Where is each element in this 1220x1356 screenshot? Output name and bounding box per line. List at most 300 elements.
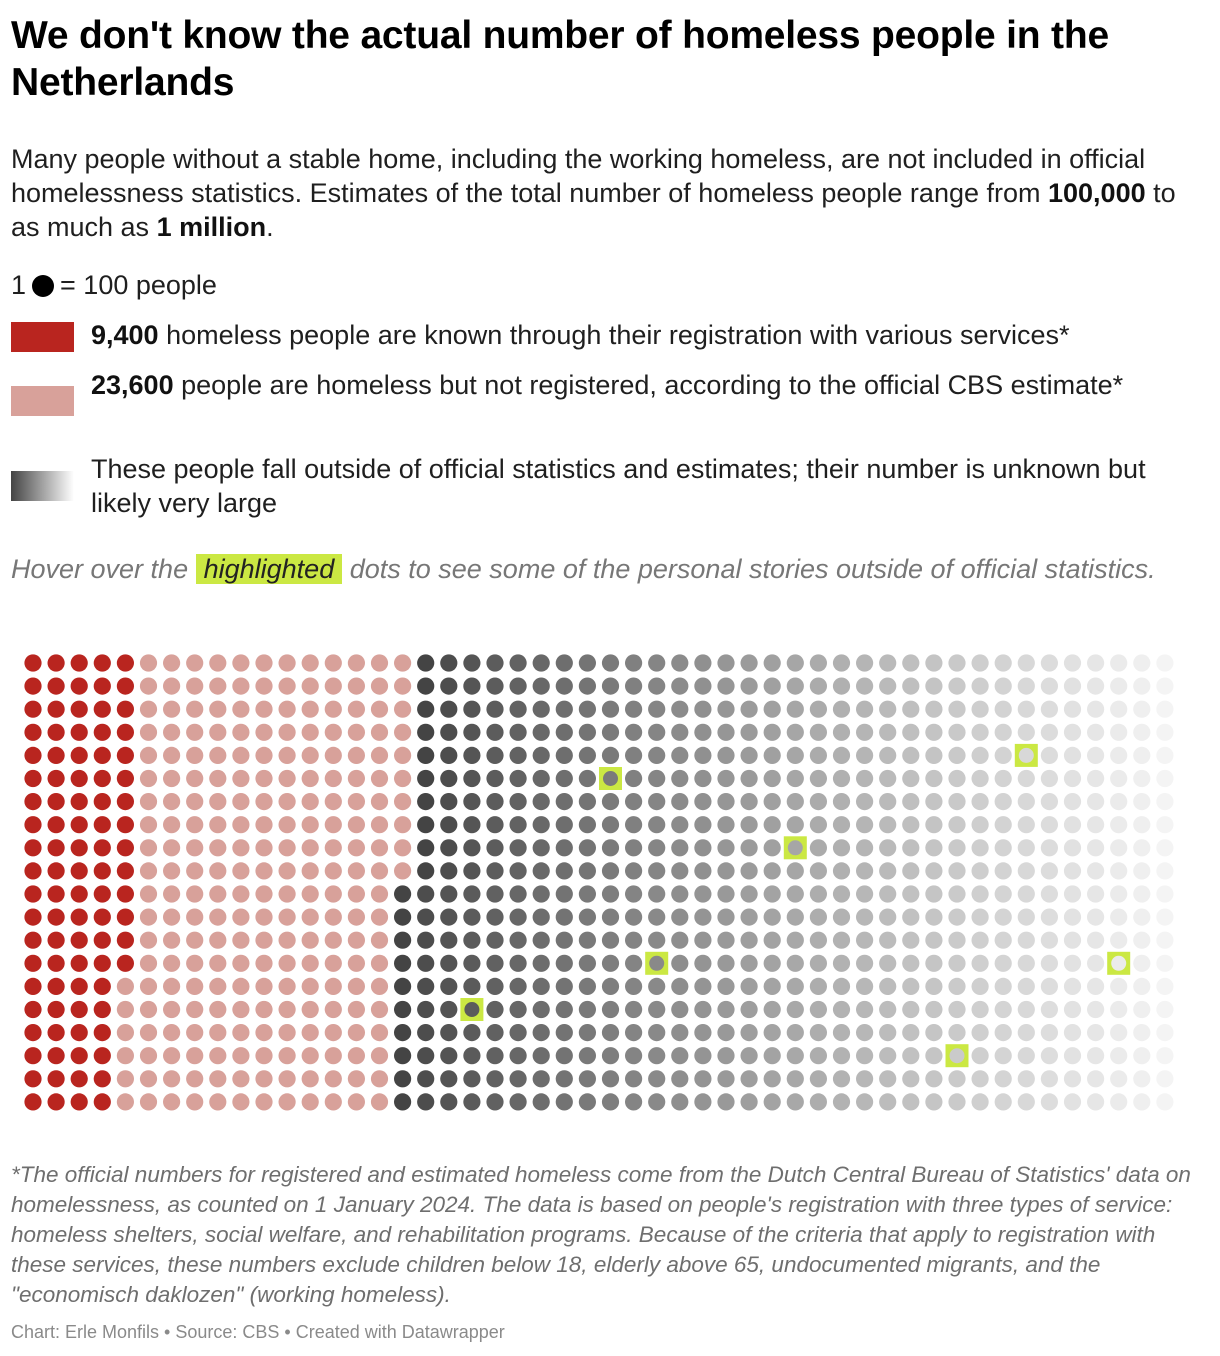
key-dot-icon xyxy=(32,275,54,297)
waffle-dot xyxy=(140,932,157,949)
waffle-dot xyxy=(232,839,249,856)
waffle-dot xyxy=(602,654,619,671)
waffle-dot xyxy=(1064,678,1081,695)
waffle-dot xyxy=(71,1001,88,1018)
waffle-dot xyxy=(232,793,249,810)
waffle-dot xyxy=(879,1047,896,1064)
waffle-dot xyxy=(972,1070,989,1087)
waffle-dot xyxy=(209,747,226,764)
waffle-dot xyxy=(325,770,342,787)
waffle-dot xyxy=(648,816,665,833)
waffle-dot xyxy=(440,770,457,787)
waffle-dot xyxy=(972,793,989,810)
waffle-dot xyxy=(186,1001,203,1018)
waffle-dot xyxy=(48,885,65,902)
waffle-dot xyxy=(648,1070,665,1087)
waffle-dot xyxy=(556,793,573,810)
waffle-dot xyxy=(463,654,480,671)
waffle-dot xyxy=(1018,932,1035,949)
waffle-dot xyxy=(833,862,850,879)
waffle-dot xyxy=(279,1047,296,1064)
waffle-dot xyxy=(394,955,411,972)
waffle-dot xyxy=(810,770,827,787)
highlighted-dot[interactable] xyxy=(603,771,618,786)
waffle-dot xyxy=(810,701,827,718)
legend-text-estimated xyxy=(91,368,1201,402)
waffle-dot xyxy=(48,1001,65,1018)
waffle-dot xyxy=(533,701,550,718)
waffle-dot xyxy=(533,1024,550,1041)
waffle-dot xyxy=(533,1093,550,1110)
waffle-dot xyxy=(140,654,157,671)
legend-text-unknown: These people fall outside of official statistics and estimates; their number is unknown but likely very large xyxy=(91,454,1146,518)
waffle-dot xyxy=(717,909,734,926)
waffle-dot xyxy=(186,678,203,695)
waffle-dot xyxy=(995,862,1012,879)
waffle-dot xyxy=(371,770,388,787)
highlighted-dot[interactable] xyxy=(788,840,803,855)
waffle-dot xyxy=(764,862,781,879)
waffle-dot xyxy=(71,1093,88,1110)
waffle-dot xyxy=(186,1024,203,1041)
waffle-dot xyxy=(371,654,388,671)
waffle-dot xyxy=(972,1047,989,1064)
waffle-dot xyxy=(302,654,319,671)
waffle-dot xyxy=(302,724,319,741)
waffle-dot xyxy=(625,862,642,879)
waffle-dot xyxy=(1064,747,1081,764)
waffle-dot xyxy=(325,932,342,949)
waffle-dot xyxy=(371,793,388,810)
highlighted-dot[interactable] xyxy=(1111,956,1126,971)
waffle-dot xyxy=(302,747,319,764)
highlighted-dot[interactable] xyxy=(464,1002,479,1017)
waffle-dot xyxy=(810,678,827,695)
waffle-dot xyxy=(48,1047,65,1064)
waffle-dot xyxy=(533,885,550,902)
waffle-dot xyxy=(371,839,388,856)
waffle-dot xyxy=(163,654,180,671)
waffle-dot xyxy=(486,770,503,787)
waffle-dot xyxy=(856,1070,873,1087)
waffle-dot xyxy=(1156,678,1173,695)
waffle-dot xyxy=(764,932,781,949)
waffle-dot xyxy=(533,955,550,972)
waffle-dot xyxy=(764,1070,781,1087)
waffle-dot xyxy=(325,909,342,926)
waffle-dot xyxy=(94,839,111,856)
waffle-dot xyxy=(995,955,1012,972)
waffle-dot xyxy=(1156,1093,1173,1110)
waffle-dot xyxy=(186,654,203,671)
waffle-dot xyxy=(902,816,919,833)
waffle-dot xyxy=(694,770,711,787)
waffle-dot xyxy=(1156,862,1173,879)
waffle-dot xyxy=(1018,678,1035,695)
waffle-dot xyxy=(48,1024,65,1041)
waffle-dot xyxy=(440,978,457,995)
waffle-dot xyxy=(972,770,989,787)
waffle-dot xyxy=(163,1001,180,1018)
waffle-dot xyxy=(602,1070,619,1087)
waffle-dot xyxy=(140,909,157,926)
waffle-dot xyxy=(948,955,965,972)
waffle-dot xyxy=(948,862,965,879)
chart-credit: Chart: Erle Monfils • Source: CBS • Created with Datawrapper xyxy=(11,1322,505,1342)
waffle-dot xyxy=(394,862,411,879)
waffle-dot xyxy=(48,932,65,949)
waffle-dot xyxy=(787,793,804,810)
waffle-dot xyxy=(417,701,434,718)
waffle-dot xyxy=(741,1024,758,1041)
waffle-dot xyxy=(486,885,503,902)
waffle-dot xyxy=(71,955,88,972)
waffle-dot xyxy=(671,701,688,718)
waffle-dot xyxy=(671,1024,688,1041)
waffle-dot xyxy=(671,862,688,879)
waffle-dot xyxy=(995,909,1012,926)
waffle-dot xyxy=(325,724,342,741)
waffle-dot xyxy=(48,770,65,787)
waffle-dot xyxy=(463,793,480,810)
waffle-dot xyxy=(71,1047,88,1064)
waffle-dot xyxy=(648,932,665,949)
waffle-dot xyxy=(625,701,642,718)
waffle-dot xyxy=(486,1070,503,1087)
waffle-dot xyxy=(1018,1001,1035,1018)
waffle-dot xyxy=(1133,1024,1150,1041)
waffle-dot xyxy=(925,1047,942,1064)
waffle-dot xyxy=(533,678,550,695)
waffle-dot xyxy=(625,747,642,764)
waffle-dot xyxy=(486,839,503,856)
waffle-dot xyxy=(1156,654,1173,671)
waffle-dot xyxy=(995,1070,1012,1087)
waffle-dot xyxy=(741,1001,758,1018)
waffle-dot xyxy=(902,1093,919,1110)
waffle-dot xyxy=(255,770,272,787)
waffle-dot xyxy=(694,1093,711,1110)
waffle-dot xyxy=(648,862,665,879)
waffle-dot xyxy=(741,978,758,995)
waffle-dot xyxy=(486,1093,503,1110)
waffle-dot xyxy=(394,654,411,671)
waffle-chart[interactable] xyxy=(0,640,1220,1120)
waffle-dot xyxy=(694,932,711,949)
waffle-dot xyxy=(1018,839,1035,856)
waffle-dot xyxy=(186,862,203,879)
waffle-dot xyxy=(94,885,111,902)
waffle-dot xyxy=(717,1070,734,1087)
waffle-dot xyxy=(1133,701,1150,718)
waffle-dot xyxy=(117,1093,134,1110)
waffle-dot xyxy=(787,909,804,926)
waffle-dot xyxy=(902,1001,919,1018)
waffle-dot xyxy=(71,701,88,718)
waffle-dot xyxy=(140,1093,157,1110)
waffle-dot xyxy=(94,978,111,995)
highlighted-dot[interactable] xyxy=(649,956,664,971)
waffle-dot xyxy=(163,1070,180,1087)
waffle-dot xyxy=(717,747,734,764)
waffle-dot xyxy=(394,1070,411,1087)
waffle-dot xyxy=(833,1001,850,1018)
waffle-dot xyxy=(440,793,457,810)
waffle-dot xyxy=(694,1001,711,1018)
waffle-dot xyxy=(694,909,711,926)
waffle-dot xyxy=(602,747,619,764)
waffle-dot xyxy=(186,747,203,764)
waffle-dot xyxy=(232,816,249,833)
waffle-dot xyxy=(1133,1001,1150,1018)
waffle-dot xyxy=(602,793,619,810)
waffle-dot xyxy=(1064,793,1081,810)
waffle-dot xyxy=(648,1024,665,1041)
subtitle-text-3: . xyxy=(266,212,274,242)
waffle-dot xyxy=(741,793,758,810)
waffle-dot xyxy=(394,747,411,764)
waffle-dot xyxy=(648,701,665,718)
waffle-dot xyxy=(1018,816,1035,833)
waffle-dot xyxy=(787,678,804,695)
waffle-dot xyxy=(625,1093,642,1110)
waffle-dot xyxy=(925,839,942,856)
waffle-dot xyxy=(255,724,272,741)
waffle-dot xyxy=(602,862,619,879)
waffle-dot xyxy=(1110,816,1127,833)
waffle-dot xyxy=(302,885,319,902)
waffle-dot xyxy=(902,955,919,972)
waffle-dot xyxy=(417,747,434,764)
waffle-dot xyxy=(302,909,319,926)
waffle-dot xyxy=(925,1070,942,1087)
waffle-dot xyxy=(24,839,41,856)
waffle-dot xyxy=(417,1093,434,1110)
waffle-dot xyxy=(1064,654,1081,671)
waffle-dot xyxy=(394,1047,411,1064)
waffle-dot xyxy=(833,678,850,695)
waffle-dot xyxy=(140,839,157,856)
waffle-dot xyxy=(255,932,272,949)
waffle-dot xyxy=(302,1047,319,1064)
waffle-dot xyxy=(325,839,342,856)
waffle-dot xyxy=(602,678,619,695)
waffle-dot xyxy=(486,862,503,879)
waffle-dot xyxy=(879,885,896,902)
waffle-dot xyxy=(71,816,88,833)
waffle-dot xyxy=(463,885,480,902)
waffle-dot xyxy=(717,654,734,671)
waffle-dot xyxy=(995,1024,1012,1041)
waffle-dot xyxy=(348,724,365,741)
waffle-dot xyxy=(140,1024,157,1041)
waffle-dot xyxy=(1087,909,1104,926)
waffle-dot xyxy=(556,701,573,718)
waffle-dot xyxy=(1041,885,1058,902)
waffle-dot xyxy=(117,839,134,856)
waffle-dot xyxy=(279,839,296,856)
waffle-dot xyxy=(833,747,850,764)
waffle-dot xyxy=(24,1093,41,1110)
waffle-dot xyxy=(1110,1070,1127,1087)
waffle-dot xyxy=(972,839,989,856)
waffle-dot xyxy=(1156,955,1173,972)
waffle-dot xyxy=(1041,678,1058,695)
waffle-dot xyxy=(833,793,850,810)
waffle-dot xyxy=(94,1093,111,1110)
waffle-dot xyxy=(163,678,180,695)
waffle-dot xyxy=(602,909,619,926)
waffle-dot xyxy=(902,1047,919,1064)
waffle-dot xyxy=(648,909,665,926)
waffle-dot xyxy=(394,793,411,810)
waffle-dot xyxy=(694,955,711,972)
waffle-dot xyxy=(232,862,249,879)
waffle-dot xyxy=(1133,747,1150,764)
waffle-dot xyxy=(24,1001,41,1018)
waffle-dot xyxy=(302,770,319,787)
waffle-dot xyxy=(1064,816,1081,833)
waffle-dot xyxy=(948,678,965,695)
waffle-dot xyxy=(1018,1024,1035,1041)
waffle-dot xyxy=(810,862,827,879)
waffle-dot xyxy=(671,978,688,995)
waffle-dot xyxy=(648,747,665,764)
waffle-dot xyxy=(1087,1024,1104,1041)
waffle-dot xyxy=(741,816,758,833)
waffle-dot xyxy=(948,1024,965,1041)
waffle-dot xyxy=(117,678,134,695)
waffle-dot xyxy=(925,793,942,810)
waffle-dot xyxy=(48,654,65,671)
waffle-dot xyxy=(255,701,272,718)
highlighted-dot[interactable] xyxy=(1019,748,1034,763)
waffle-dot xyxy=(48,955,65,972)
waffle-dot xyxy=(579,793,596,810)
waffle-dot xyxy=(602,1024,619,1041)
waffle-dot xyxy=(972,932,989,949)
waffle-dot xyxy=(94,1070,111,1087)
waffle-dot xyxy=(671,793,688,810)
waffle-dot xyxy=(163,701,180,718)
waffle-dot xyxy=(972,909,989,926)
waffle-dot xyxy=(186,793,203,810)
waffle-dot xyxy=(1018,793,1035,810)
waffle-dot xyxy=(902,770,919,787)
waffle-dot xyxy=(394,1001,411,1018)
waffle-dot xyxy=(463,909,480,926)
waffle-dot xyxy=(325,1024,342,1041)
waffle-dot xyxy=(486,932,503,949)
waffle-dot xyxy=(24,932,41,949)
waffle-dot xyxy=(209,793,226,810)
waffle-dot xyxy=(509,978,526,995)
waffle-dot xyxy=(509,678,526,695)
waffle-dot xyxy=(394,885,411,902)
waffle-dot xyxy=(417,816,434,833)
highlighted-dot[interactable] xyxy=(950,1048,965,1063)
waffle-dot xyxy=(856,747,873,764)
waffle-dot xyxy=(694,724,711,741)
waffle-dot xyxy=(463,701,480,718)
waffle-dot xyxy=(509,1024,526,1041)
waffle-dot xyxy=(417,1024,434,1041)
waffle-dot xyxy=(417,955,434,972)
waffle-dot xyxy=(902,747,919,764)
waffle-dot xyxy=(255,816,272,833)
waffle-dot xyxy=(1041,747,1058,764)
waffle-dot xyxy=(117,1070,134,1087)
waffle-dot xyxy=(833,701,850,718)
waffle-dot xyxy=(140,1070,157,1087)
waffle-dot xyxy=(533,793,550,810)
waffle-dot xyxy=(117,816,134,833)
waffle-dot xyxy=(717,793,734,810)
waffle-dot xyxy=(1041,978,1058,995)
waffle-dot xyxy=(602,978,619,995)
waffle-dot xyxy=(856,955,873,972)
waffle-dot xyxy=(579,909,596,926)
waffle-dot xyxy=(533,862,550,879)
waffle-dot xyxy=(995,793,1012,810)
waffle-dot xyxy=(163,747,180,764)
waffle-dot xyxy=(394,816,411,833)
subtitle-low-estimate: 100,000 xyxy=(1048,178,1146,208)
waffle-dot xyxy=(486,909,503,926)
waffle-dot xyxy=(394,724,411,741)
waffle-dot xyxy=(24,678,41,695)
waffle-dot xyxy=(925,654,942,671)
waffle-dot xyxy=(1087,932,1104,949)
waffle-dot xyxy=(856,978,873,995)
waffle-dot xyxy=(302,862,319,879)
waffle-dot xyxy=(972,1024,989,1041)
waffle-dot xyxy=(648,678,665,695)
waffle-dot xyxy=(856,816,873,833)
waffle-dot xyxy=(232,654,249,671)
waffle-dot xyxy=(48,793,65,810)
waffle-dot xyxy=(509,885,526,902)
waffle-dot xyxy=(302,1093,319,1110)
waffle-dot xyxy=(325,1001,342,1018)
waffle-dot xyxy=(371,862,388,879)
waffle-dot xyxy=(1041,816,1058,833)
waffle-dot xyxy=(232,885,249,902)
waffle-dot xyxy=(1041,909,1058,926)
waffle-dot xyxy=(94,654,111,671)
waffle-dot xyxy=(579,1047,596,1064)
waffle-dot xyxy=(625,1001,642,1018)
waffle-dot xyxy=(486,1001,503,1018)
waffle-dot xyxy=(1064,770,1081,787)
waffle-dot xyxy=(1041,793,1058,810)
waffle-dot xyxy=(995,724,1012,741)
waffle-dot xyxy=(255,839,272,856)
waffle-dot xyxy=(694,839,711,856)
waffle-dot xyxy=(302,1024,319,1041)
waffle-dot xyxy=(856,1001,873,1018)
waffle-dot xyxy=(440,955,457,972)
waffle-dot xyxy=(787,701,804,718)
waffle-dot xyxy=(995,654,1012,671)
waffle-dot xyxy=(717,932,734,949)
waffle-dot xyxy=(1133,816,1150,833)
waffle-dot xyxy=(810,1093,827,1110)
waffle-dot xyxy=(440,1093,457,1110)
waffle-dot xyxy=(902,862,919,879)
waffle-dot xyxy=(255,1047,272,1064)
waffle-dot xyxy=(810,1001,827,1018)
